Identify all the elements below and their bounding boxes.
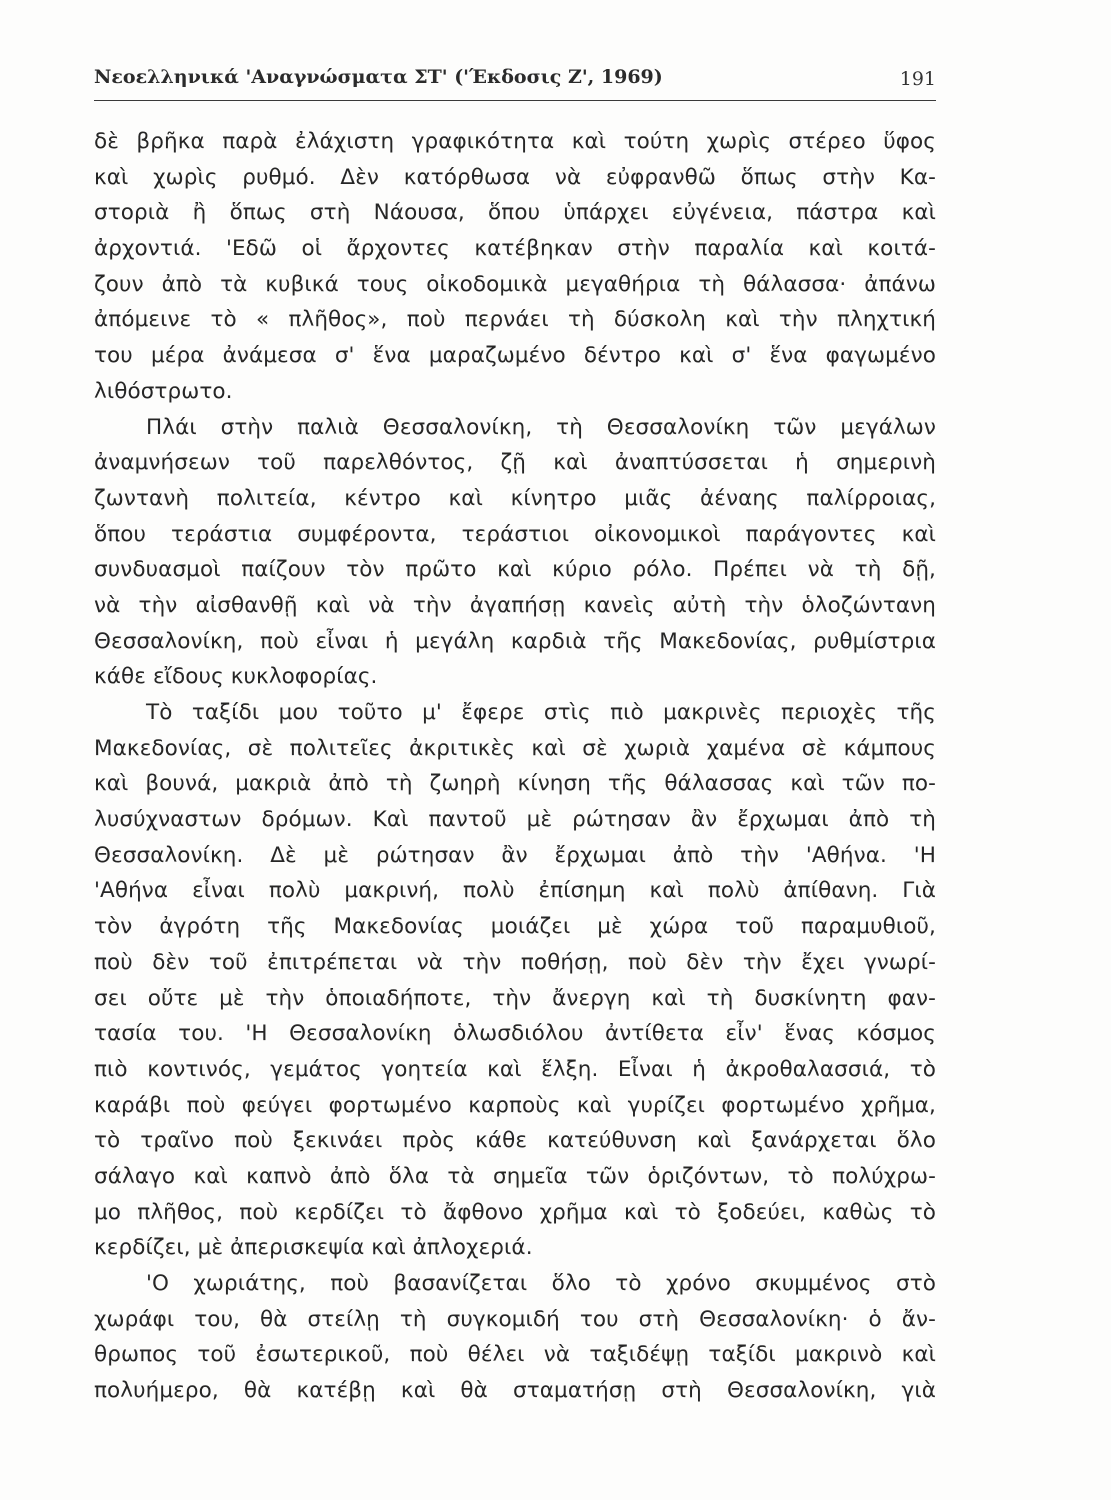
text-line: πολυήμερο, θὰ κατέβῃ καὶ θὰ σταματήσῃ στὴ Θεσσαλονίκη, γιὰ [94,1378,936,1404]
text-line: τὸ τραῖνο ποὺ ξεκινάει πρὸς κάθε κατεύθυνση καὶ ξανάρχεται ὅλο [94,1128,936,1154]
text-line: ἀναμνήσεων τοῦ παρελθόντος, ζῇ καὶ ἀναπτύσσεται ἡ σημερινὴ [94,450,936,476]
text-line: τὸν ἀγρότη τῆς Μακεδονίας μοιάζει μὲ χώρα τοῦ παραμυθιοῦ, [94,914,936,940]
text-line: πιὸ κοντινός, γεμάτος γοητεία καὶ ἕλξη. Εἶναι ἡ ἀκροθαλασσιά, τὸ [94,1056,936,1082]
text-line: καὶ βουνά, μακριὰ ἀπὸ τὴ ζωηρὴ κίνηση τῆς θάλασσας καὶ τῶν πο- [94,771,936,797]
text-line: νὰ τὴν αἰσθανθῇ καὶ νὰ τὴν ἀγαπήσῃ κανεὶς αὐτὴ τὴν ὁλοζώντανη [94,592,936,618]
text-line: σάλαγο καὶ καπνὸ ἀπὸ ὅλα τὰ σημεῖα τῶν ὁριζόντων, τὸ πολύχρω- [94,1163,936,1189]
text-line: θρωπος τοῦ ἐσωτερικοῦ, ποὺ θέλει νὰ ταξιδέψῃ ταξίδι μακρινὸ καὶ [94,1342,936,1368]
text-line: Θεσσαλονίκη. Δὲ μὲ ρώτησαν ἂν ἔρχωμαι ἀπὸ τὴν 'Αθήνα. 'Η [94,842,936,868]
text-line: συνδυασμοὶ παίζουν τὸν πρῶτο καὶ κύριο ρόλο. Πρέπει νὰ τὴ δῇ, [94,557,936,583]
text-line: ἀρχοντιά. 'Εδῶ οἱ ἄρχοντες κατέβηκαν στὴν παραλία καὶ κοιτά- [94,236,936,262]
text-line: καράβι ποὺ φεύγει φορτωμένο καρποὺς καὶ γυρίζει φορτωμένο χρῆμα, [94,1092,936,1118]
text-line: ζωντανὴ πολιτεία, κέντρο καὶ κίνητρο μιᾶς ἀέναης παλίρροιας, [94,485,936,511]
text-line: Μακεδονίας, σὲ πολιτεῖες ἀκριτικὲς καὶ σὲ χωριὰ χαμένα σὲ κάμπους [94,735,936,761]
text-line: ζουν ἀπὸ τὰ κυβικά τους οἰκοδομικὰ μεγαθήρια τὴ θάλασσα· ἀπάνω [94,271,936,297]
text-line: καὶ χωρὶς ρυθμό. Δὲν κατόρθωσα νὰ εὐφρανθῶ ὅπως στὴν Κα- [94,164,936,190]
text-line: ποὺ δὲν τοῦ ἐπιτρέπεται νὰ τὴν ποθήσῃ, ποὺ δὲν τὴν ἔχει γνωρί- [94,949,936,975]
text-line: χωράφι του, θὰ στείλῃ τὴ συγκομιδή του στὴ Θεσσαλονίκη· ὁ ἄν- [94,1306,936,1332]
text-line: 'Αθήνα εἶναι πολὺ μακρινή, πολὺ ἐπίσημη καὶ πολὺ ἀπίθανη. Γιὰ [94,878,936,904]
text-line: τασία του. 'Η Θεσσαλονίκη ὁλωσδιόλου ἀντίθετα εἶν' ἕνας κόσμος [94,1021,936,1047]
text-line: λιθόστρωτο. [94,378,233,404]
text-line: ὅπου τεράστια συμφέροντα, τεράστιοι οἰκονομικοὶ παράγοντες καὶ [94,521,936,547]
book-title: Νεοελληνικά 'Αναγνώσματα ΣΤ' ('Έκδοσις Ζ', 1969) [94,66,663,88]
text-line: στοριὰ ἢ ὅπως στὴ Νάουσα, ὅπου ὑπάρχει εὐγένεια, πάστρα καὶ [94,200,936,226]
text-line: Πλάι στὴν παλιὰ Θεσσαλονίκη, τὴ Θεσσαλονίκη τῶν μεγάλων [146,414,936,440]
text-line: κερδίζει, μὲ ἀπερισκεψία καὶ ἀπλοχεριά. [94,1235,533,1261]
text-line: του μέρα ἀνάμεσα σ' ἕνα μαραζωμένο δέντρο καὶ σ' ἕνα φαγωμένο [94,343,936,369]
text-line: λυσύχναστων δρόμων. Καὶ παντοῦ μὲ ρώτησαν ἂν ἔρχωμαι ἀπὸ τὴ [94,807,936,833]
header-rule [94,100,936,101]
text-line: Τὸ ταξίδι μου τοῦτο μ' ἔφερε στὶς πιὸ μακρινὲς περιοχὲς τῆς [146,700,936,725]
text-line: 'Ο χωριάτης, ποὺ βασανίζεται ὅλο τὸ χρόνο σκυμμένος στὸ [146,1271,936,1296]
text-line: κάθε εἴδους κυκλοφορίας. [94,664,378,690]
text-line: σει οὔτε μὲ τὴν ὁποιαδήποτε, τὴν ἄνεργη καὶ τὴ δυσκίνητη φαν- [94,985,936,1011]
body-text [94,124,936,1409]
text-line: ἀπόμεινε τὸ « πλῆθος», ποὺ περνάει τὴ δύσκολη καὶ τὴν πληχτική [94,307,936,333]
text-line: μο πλῆθος, ποὺ κερδίζει τὸ ἄφθονο χρῆμα καὶ τὸ ξοδεύει, καθὼς τὸ [94,1199,936,1225]
text-line: Θεσσαλονίκη, ποὺ εἶναι ἡ μεγάλη καρδιὰ τῆς Μακεδονίας, ρυθμίστρια [94,628,936,654]
page-number: 191 [899,68,936,90]
text-line: δὲ βρῆκα παρὰ ἐλάχιστη γραφικότητα καὶ τούτη χωρὶς στέρεο ὕφος [94,129,936,154]
running-header [94,66,936,98]
